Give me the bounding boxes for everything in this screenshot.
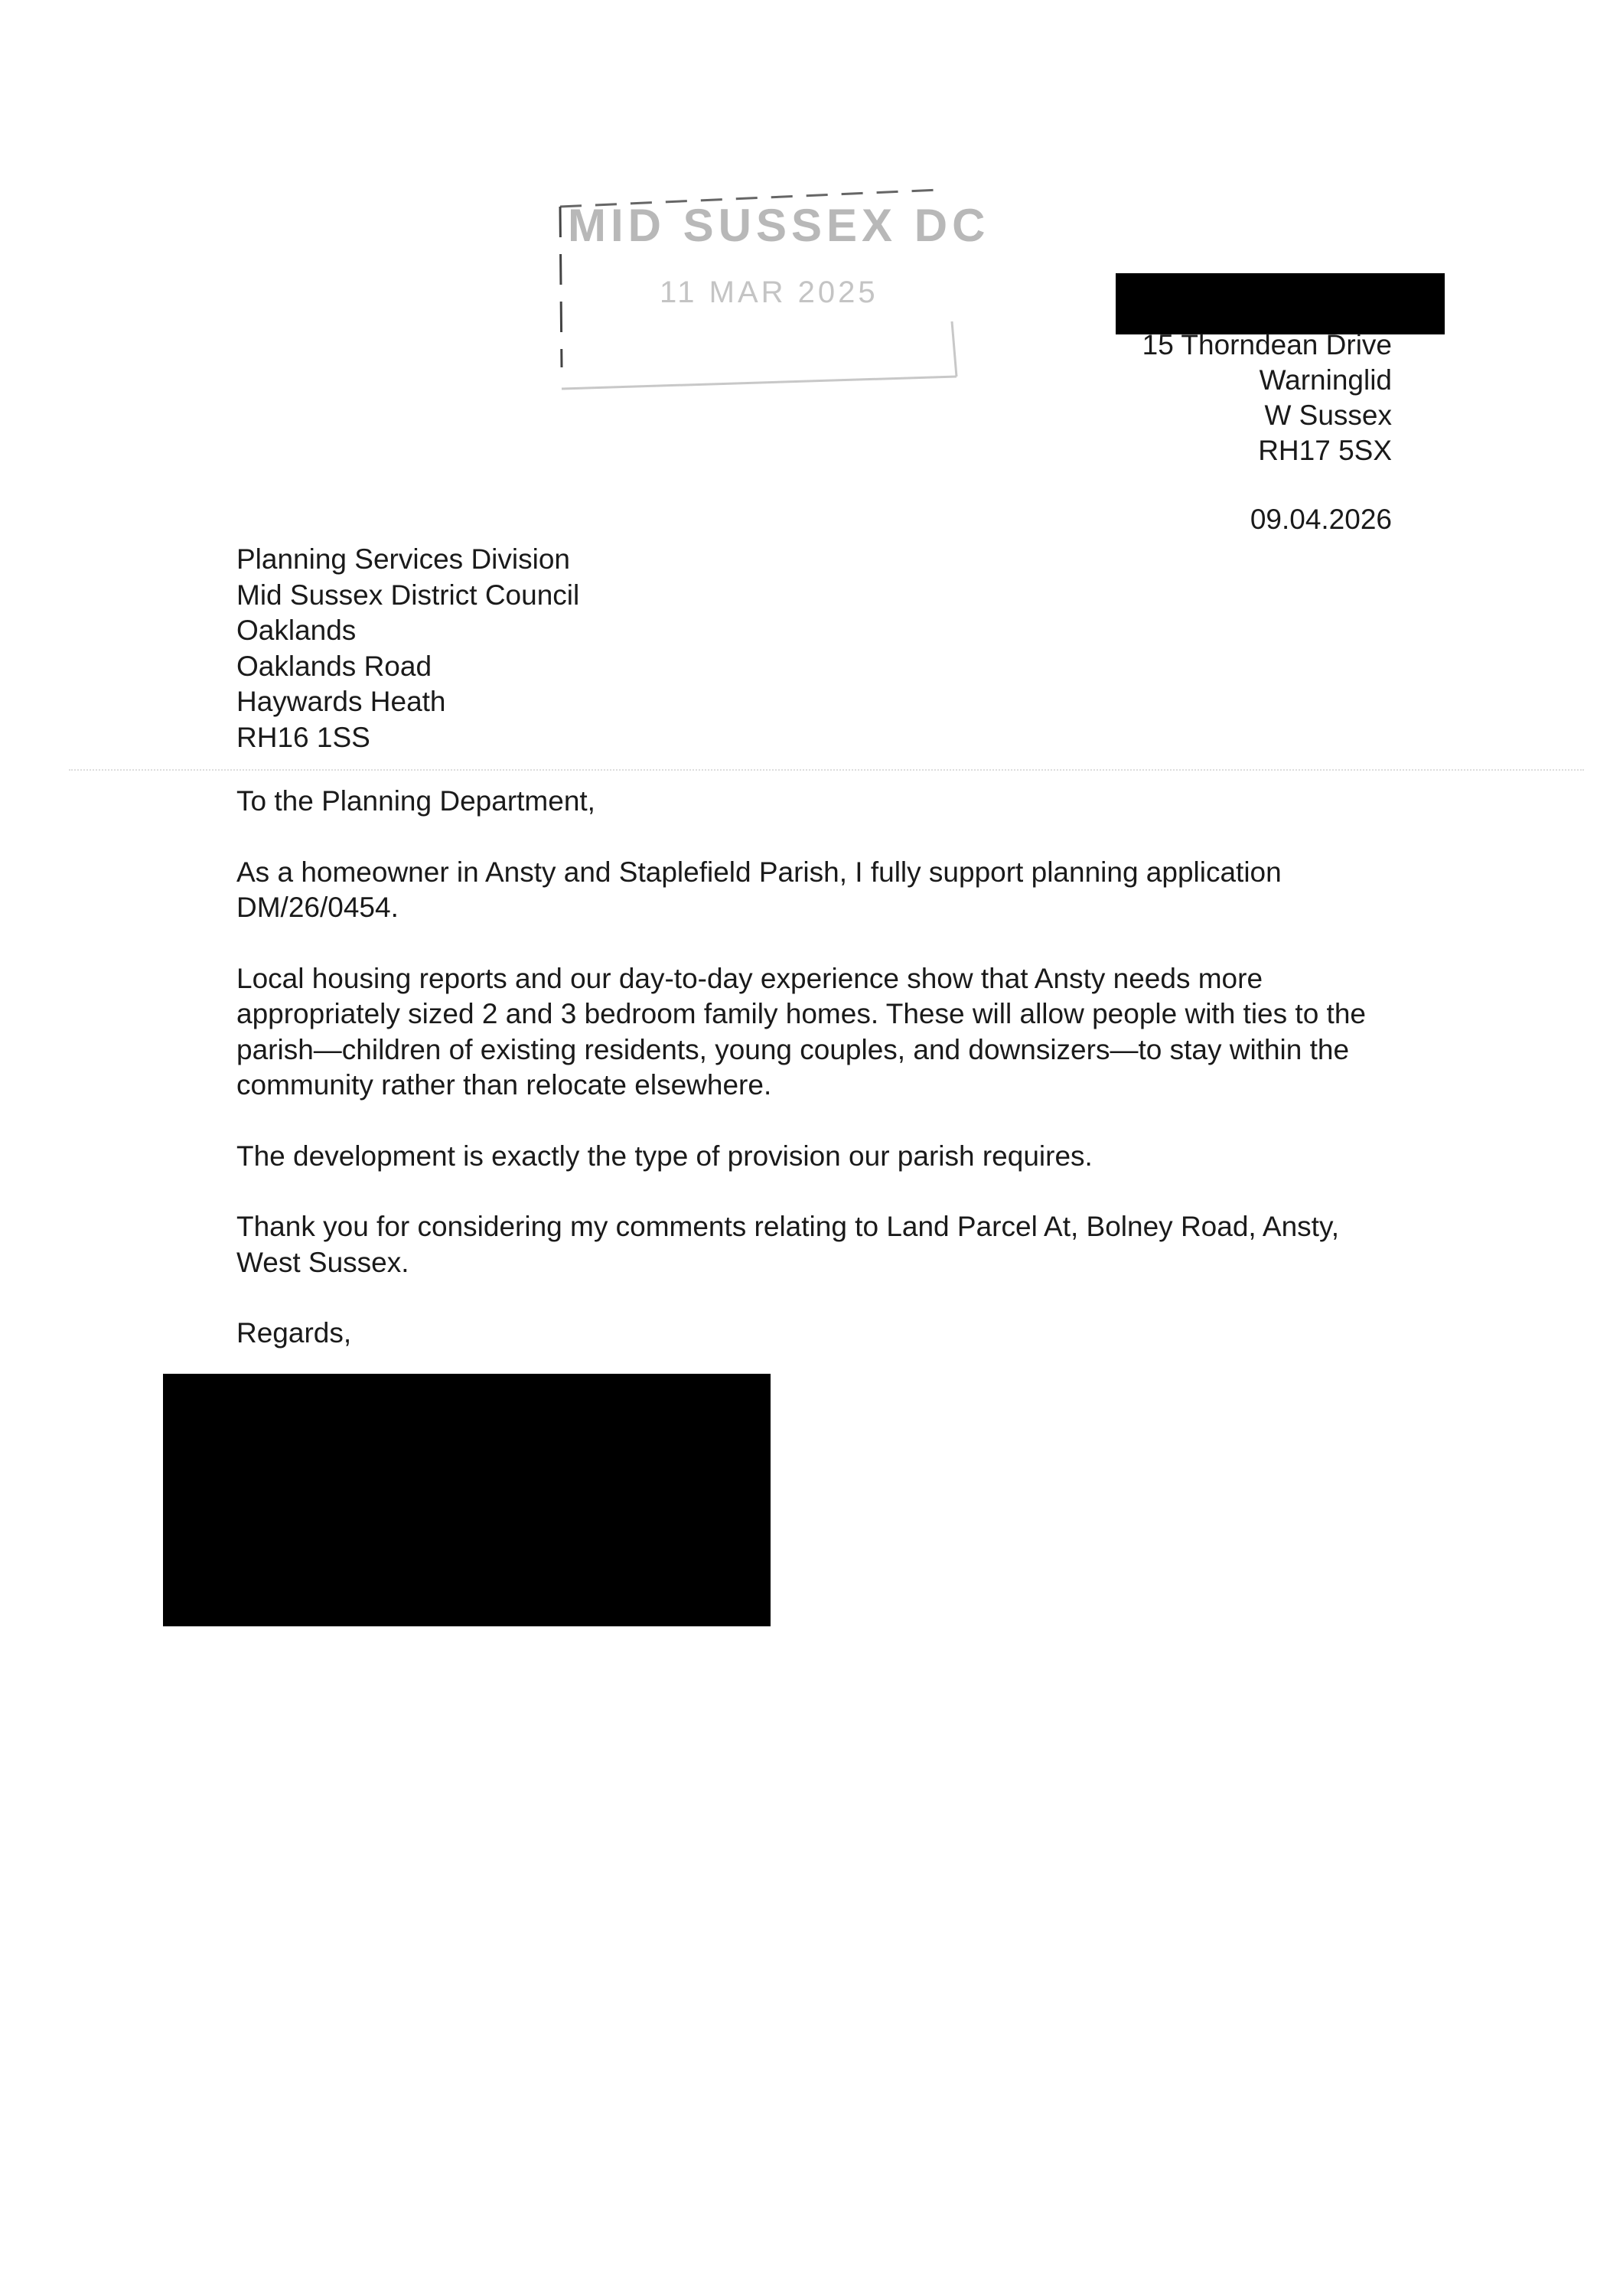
salutation: To the Planning Department,: [236, 785, 595, 817]
body-paragraph: As a homeowner in Ansty and Staplefield Parish, I fully support planning application DM/26/0454.: [236, 856, 1282, 923]
sender-address: [1142, 328, 1392, 468]
recipient-address-line: RH16 1SS: [236, 721, 370, 753]
recipient-address-line: Oaklands: [236, 615, 357, 646]
stamp-organisation: MID SUSSEX DC: [568, 200, 990, 251]
body-paragraph: Local housing reports and our day-to-day experience show that Ansty needs more appropriately sized 2 and 3 bedroom family homes. These will allow people with ties to the parish—children of existing residents, young couples, and downsizers—to stay within the community rather than relocate elsewhere.: [236, 962, 1366, 1101]
sender-address-line: Warninglid: [1259, 364, 1392, 396]
recipient-address-line: Mid Sussex District Council: [236, 579, 580, 611]
body-paragraph: Thank you for considering my comments relating to Land Parcel At, Bolney Road, Ansty, West Sussex.: [236, 1211, 1339, 1278]
sender-address-line: W Sussex: [1264, 400, 1392, 431]
recipient-address: [236, 542, 579, 755]
recipient-address-line: Haywards Heath: [236, 686, 446, 717]
redacted-signature: [163, 1374, 771, 1626]
scan-artifact-line: [69, 769, 1584, 771]
closing: Regards,: [236, 1317, 352, 1349]
recipient-address-line: Oaklands Road: [236, 650, 432, 682]
letter-date: 09.04.2026: [1250, 504, 1392, 535]
sender-address-line: 15 Thorndean Drive: [1142, 329, 1392, 360]
sender-address-line: RH17 5SX: [1258, 435, 1392, 466]
received-stamp: [552, 184, 990, 398]
letter-body: [236, 784, 1384, 1352]
recipient-address-line: Planning Services Division: [236, 543, 570, 575]
body-paragraph: The development is exactly the type of provision our parish requires.: [236, 1140, 1093, 1172]
stamp-date: 11 MAR 2025: [660, 276, 878, 309]
redacted-sender-name: [1116, 273, 1445, 334]
